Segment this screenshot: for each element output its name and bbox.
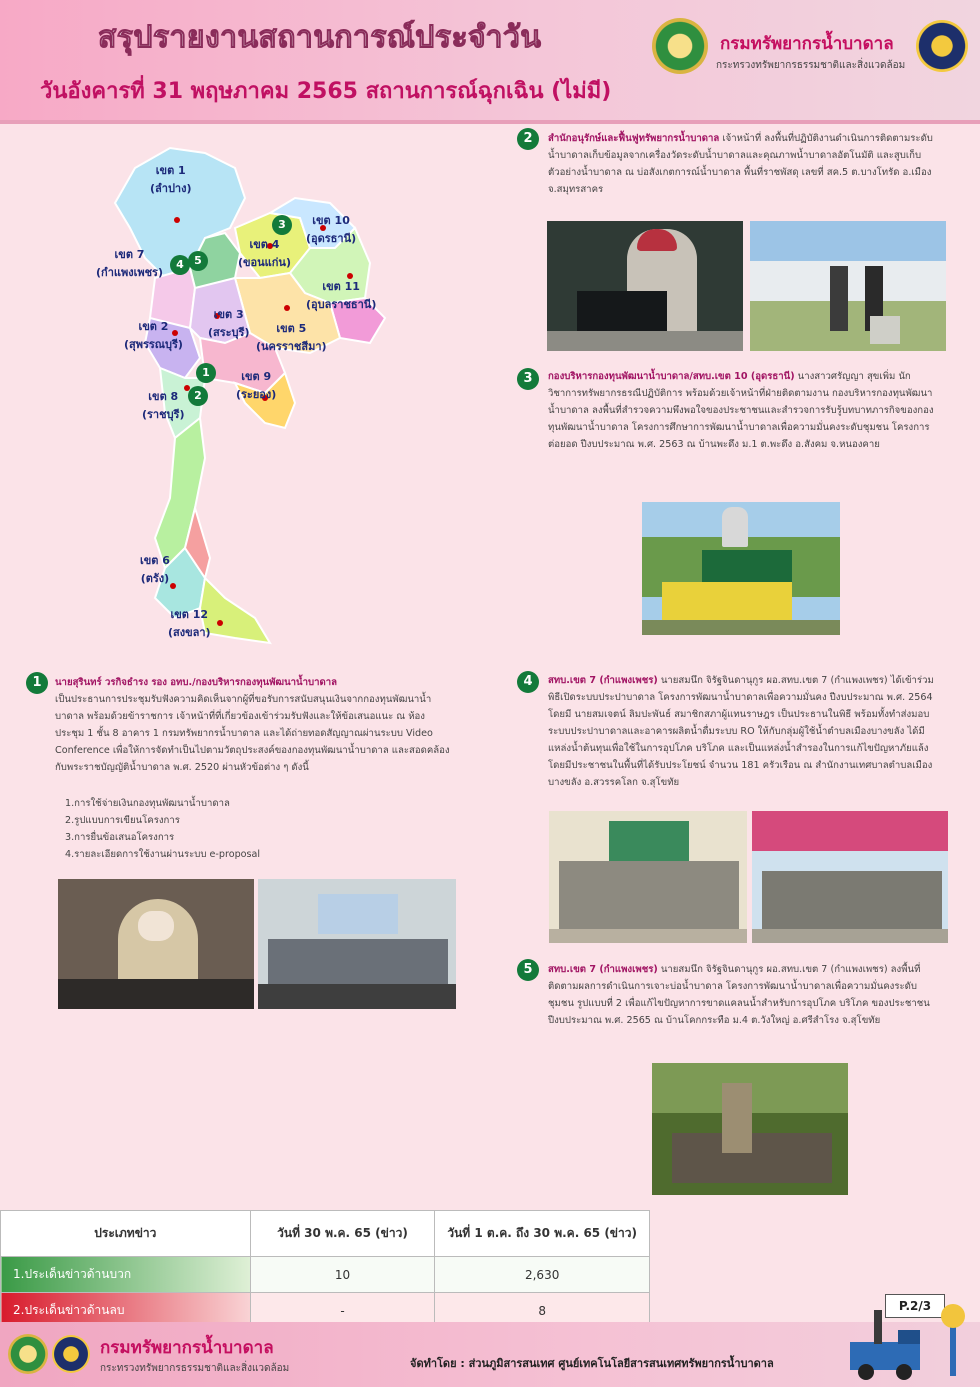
zone-label-8: เขต 8 (ราชบุรี) (142, 390, 185, 421)
item-2-number: 2 (517, 128, 539, 150)
item-4-text (548, 672, 940, 791)
item-2-heading: สำนักอนุรักษ์และฟื้นฟูทรัพยากรน้ำบาดาล (548, 133, 720, 144)
item-4-heading: สทบ.เขต 7 (กำแพงเพชร) (548, 675, 658, 686)
header-ministry-name: กระทรวงทรัพยากรธรรมชาติและสิ่งแวดล้อม (716, 60, 906, 71)
footer-dept-seal-icon (8, 1334, 48, 1374)
item-1-heading: นายสุรินทร์ วรกิจธำรง รอง อทบ./กองบริหารกองทุนพัฒนาน้ำบาดาล (55, 677, 337, 688)
item-2-body: เจ้าหน้าที่ ลงพื้นที่ปฏิบัติงานดำเนินการติดตามระดับน้ำบาดาลเก็บข้อมูลจากเครื่องวัดระดับน้ำบาดาลและคุณภาพน้ำบาดาลอัตโนมัติ และสูบเก็บตัวอย่างน้ำบาดาล ณ บ่อสังเกตการณ์น้ำบาดาล พื้นที่ราชพัสดุ เลขที่ สค.5 ต.บางโทรัด อ.เมือง จ.สมุทรสาคร (548, 133, 933, 195)
zone-label-2: เขต 2 (สุพรรณบุรี) (124, 320, 183, 351)
table-cell-day: 10 (250, 1257, 435, 1293)
page-number: P.2/3 (885, 1294, 945, 1318)
table-cell-category: 2.ประเด็นข่าวด้านลบ (1, 1293, 251, 1329)
item-4-number: 4 (517, 671, 539, 693)
water-tower-icon (941, 1304, 965, 1328)
item-5-body: นายสมนึก จิรัฐจินดานุกูร ผอ.สทบ.เขต 7 (กำแพงเพชร) ลงพื้นที่ติดตามผลการดำเนินการเจาะบ่อน้ำบาดาล โครงการพัฒนาน้ำบาดาลเพื่อความมั่นคงระดับชุมชน รูปแบบที่ 2 เพื่อแก้ไขปัญหาการขาดแคลนน้ำสำหรับการอุปโภค บริโภค ของประชาชน ปีงบประมาณ พ.ศ. 2565 ณ บ้านโคกกระทือ ม.4 ต.วังใหญ่ อ.ศรีสำโรง จ.สุโขทัย (548, 964, 930, 1026)
zone-label-6: เขต 6 (ตรัง) (140, 554, 170, 585)
footer-ministry-seal-icon (52, 1335, 90, 1373)
map-marker-3: 3 (272, 215, 292, 235)
table-header-day: วันที่ 30 พ.ค. 65 (ข่าว) (250, 1211, 435, 1257)
zone-label-4: เขต 4 (ขอนแก่น) (238, 238, 291, 269)
ministry-seal-icon (916, 20, 968, 72)
zone-label-7: เขต 7 (กำแพงเพชร) (96, 248, 163, 279)
zone-label-10: เขต 10 (อุดรธานี) (306, 214, 357, 245)
item-1-list-3: 3.การยื่นข้อเสนอโครงการ (65, 832, 175, 843)
footer-dept-name: กรมทรัพยากรน้ำบาดาล (100, 1338, 274, 1358)
item-1-list-4: 4.รายละเอียดการใช้งานผ่านระบบ e-proposal (65, 849, 261, 860)
item-2-photo-1 (547, 221, 743, 351)
item-4-photo-1 (549, 811, 747, 943)
page-title: สรุปรายงานสถานการณ์ประจำวัน (98, 20, 542, 55)
zone-label-11: เขต 11 (อุบลราชธานี) (306, 280, 377, 311)
zone-label-1: เขต 1 (ลำปาง) (150, 164, 192, 195)
table-header-row (1, 1211, 650, 1257)
map-marker-2: 2 (188, 386, 208, 406)
item-1-number: 1 (26, 672, 48, 694)
item-5-photo (652, 1063, 848, 1195)
item-5-text (548, 961, 940, 1029)
item-3-photo (642, 502, 840, 635)
item-2-text (548, 130, 940, 198)
item-3-body: นางสาวศรัญญา สุขเพิ่ม นักวิชาการทรัพยากรธรณีปฏิบัติการ พร้อมด้วยเจ้าหน้าที่ฝ่ายติดตามงาน กองบริหารกองทุนพัฒนาน้ำบาดาล ลงพื้นที่สำรวจความพึงพอใจของประชาชนและสำรวจการรับรู้บทบาทภารกิจของกองทุนพัฒนาน้ำบาดาล โครงการศึกษาการพัฒนาน้ำบาดาลเพื่อความมั่นคงระดับชุมชน โครงการต่อยอด ปีงบประมาณ พ.ศ. 2563 ณ บ้านพะดึง ม.1 ต.พะดึง อ.สังคม จ.หนองคาย (548, 371, 934, 450)
item-3-text (548, 368, 940, 453)
table-header-type: ประเภทข่าว (1, 1211, 251, 1257)
table-cell-category: 1.ประเด็นข่าวด้านบวก (1, 1257, 251, 1293)
item-1-list (65, 795, 365, 863)
item-5-number: 5 (517, 959, 539, 981)
item-1-photo-2 (258, 879, 456, 1009)
item-3-number: 3 (517, 368, 539, 390)
item-1-text (55, 674, 450, 776)
table-cell-day: - (250, 1293, 435, 1329)
table-cell-range: 2,630 (435, 1257, 650, 1293)
footer-credit: จัดทำโดย : ส่วนภูมิสารสนเทศ ศูนย์เทคโนโลยีสารสนเทศทรัพยากรน้ำบาดาล (410, 1357, 774, 1370)
item-2-photo-2 (750, 221, 946, 351)
item-1-list-1: 1.การใช้จ่ายเงินกองทุนพัฒนาน้ำบาดาล (65, 798, 230, 809)
table-row (1, 1257, 650, 1293)
map-marker-5: 5 (188, 251, 208, 271)
page-subtitle: วันอังคารที่ 31 พฤษภาคม 2565 สถานการณ์ฉุกเฉิน (ไม่มี) (40, 79, 612, 104)
item-1-list-2: 2.รูปแบบการเขียนโครงการ (65, 815, 180, 826)
item-4-body: นายสมนึก จิรัฐจินดานุกูร ผอ.สทบ.เขต 7 (กำแพงเพชร) ได้เข้าร่วมพิธีเปิดระบบประปาบาดาล โครงการพัฒนาน้ำบาดาลเพื่อความมั่นคง ปีงบประมาณ พ.ศ. 2564 โดยมี นายสมเจตน์ ลิมปะพันธ์ สมาชิกสภาผู้แทนราษฎร เป็นประธานในพิธี พร้อมทั้งทำส่งมอบระบบประปาบาดาลและอาคารผลิตน้ำดื่มระบบ RO ให้กับกลุ่มผู้ใช้น้ำตำบลเมืองบางขลัง ได้มีแหล่งน้ำต้นทุนเพื่อใช้ในการอุปโภค บริโภค และเป็นแหล่งน้ำสำรองในการแก้ไขปัญหาภัยแล้ง โดยมีประชาชนในพื้นที่ได้รับประโยชน์ จำนวน 181 ครัวเรือน ณ สำนักงานเทศบาลตำบลเมืองบางขลัง อ.สวรรคโลก จ.สุโขทัย (548, 675, 934, 788)
footer-ministry-name: กระทรวงทรัพยากรธรรมชาติและสิ่งแวดล้อม (100, 1363, 290, 1374)
map-marker-1: 1 (196, 363, 216, 383)
item-3-heading: กองบริหารกองทุนพัฒนาน้ำบาดาล/สทบ.เขต 10 (อุดรธานี) (548, 371, 795, 382)
header-dept-name: กรมทรัพยากรน้ำบาดาล (720, 34, 894, 54)
zone-label-5: เขต 5 (นครราชสีมา) (256, 322, 327, 353)
news-summary-table (0, 1210, 650, 1329)
drilling-truck-icon (846, 1302, 976, 1384)
item-1-photo-1 (58, 879, 254, 1009)
dept-seal-icon (652, 18, 708, 74)
table-header-range: วันที่ 1 ต.ค. ถึง 30 พ.ค. 65 (ข่าว) (435, 1211, 650, 1257)
zone-label-12: เขต 12 (สงขลา) (168, 608, 211, 639)
item-5-heading: สทบ.เขต 7 (กำแพงเพชร) (548, 964, 658, 975)
table-cell-range: 8 (435, 1293, 650, 1329)
zone-label-9: เขต 9 (ระยอง) (236, 370, 277, 401)
item-4-photo-2 (752, 811, 948, 943)
zone-label-3: เขต 3 (สระบุรี) (208, 308, 250, 339)
item-1-body: เป็นประธานการประชุมรับฟังความคิดเห็นจากผู้ที่ขอรับการสนับสนุนเงินจากกองทุนพัฒนาน้ำบาดาล พร้อมด้วยข้าราชการ เจ้าหน้าที่ที่เกี่ยวข้องเข้าร่วมรับฟังและให้ข้อเสนอแนะ ณ ห้องประชุม 1 ชั้น 8 อาคาร 1 กรมทรัพยากรน้ำบาดาล และได้ถ่ายทอดสัญญาณผ่านระบบ Video Conference เพื่อให้การจัดทำเป็นไปตามวัตถุประสงค์ของกองทุนพัฒนาน้ำบาดาล และสอดคล้องกับพระราชบัญญัติน้ำบาดาล พ.ศ. 2520 ผ่านหัวข้อต่าง ๆ ดังนี้ (55, 694, 450, 773)
map-marker-4: 4 (170, 255, 190, 275)
